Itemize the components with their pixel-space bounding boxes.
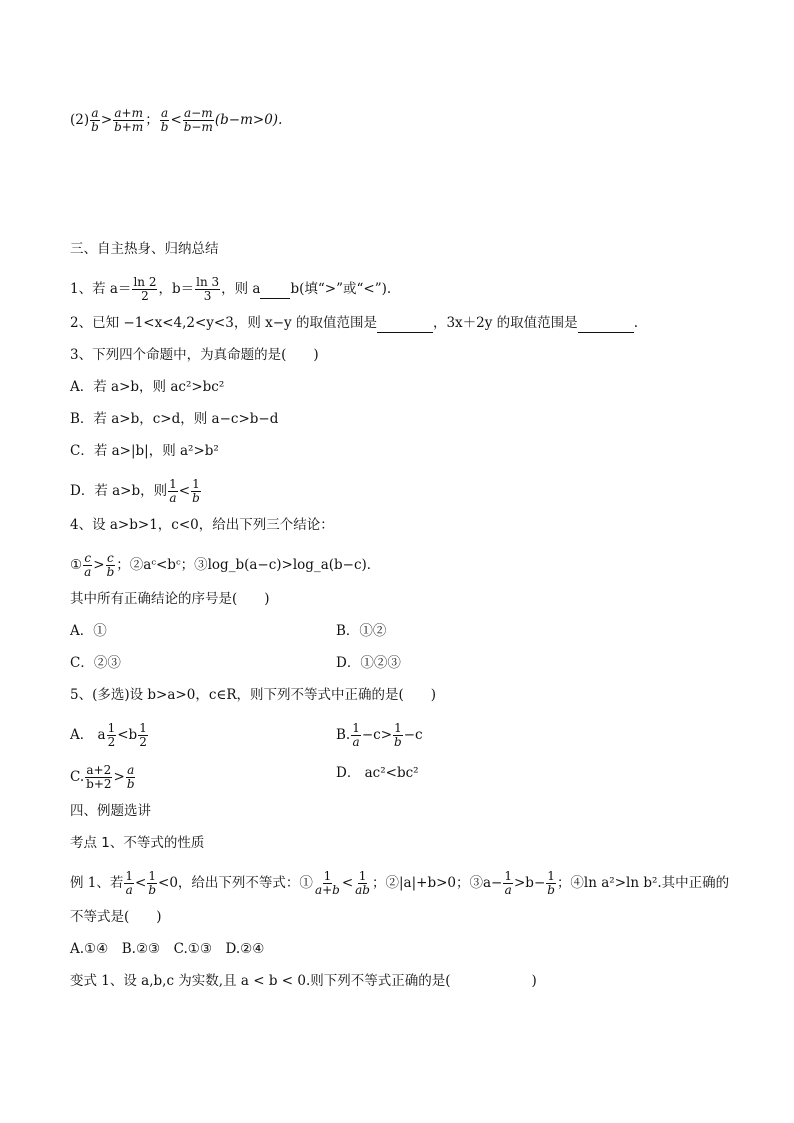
q4-option-b: B．①② <box>336 623 387 639</box>
fraction: $\frac{a+2}{b+2}$ <box>86 763 112 791</box>
fraction: $\frac{1}{a}$ <box>125 869 134 897</box>
question-5-stem: 5、(多选)设 b>a>0，c∈R，则下列不等式中正确的是( ) <box>70 687 437 703</box>
question-3-stem: 3、下列四个命题中，为真命题的是( ) <box>70 347 319 363</box>
question-4-stem: 4、设 a>b>1，c<0，给出下列三个结论： <box>70 517 334 533</box>
fraction: $\frac{a}{b}$ <box>126 763 135 791</box>
q3-option-c: C．若 a>|b|，则 a²>b² <box>70 443 219 459</box>
answer-blank[interactable] <box>260 280 290 299</box>
fraction: $\frac{\ln 3}{3}$ <box>196 275 220 303</box>
fraction: $\frac{c}{a}$ <box>84 551 92 579</box>
fraction: $\frac{1}{2}$ <box>139 721 147 749</box>
fraction: $\frac{1}{b}$ <box>547 869 555 897</box>
variant-1: 变式 1、设 a,b,c 为实数,且 a < b < 0.则下列不等式正确的是( ) <box>70 973 537 989</box>
q3-option-b: B．若 a>b，c>d，则 a−c>b−d <box>70 411 279 427</box>
fraction: $\frac{a-m}{b-m}$ <box>183 106 213 134</box>
top-inequality-line: (2) $\frac{a}{b}$ > $\frac{a+m}{b+m}$ ； $\frac{a}{b}$ < $\frac{a-m}{b-m}$ (b−m>0). <box>70 106 283 134</box>
fraction: $\frac{c}{b}$ <box>106 551 115 579</box>
fraction: $\frac{1}{b}$ <box>394 721 402 749</box>
q4-conclusions: ① $\frac{c}{a}$ > $\frac{c}{b}$ ；②aᶜ<bᶜ；③log_b(a−c)>log_a(b−c)． <box>70 551 381 579</box>
fraction: $\frac{a}{b}$ <box>91 106 99 134</box>
fraction: $\frac{a}{b}$ <box>160 106 169 134</box>
fraction: $\frac{a+m}{b+m}$ <box>114 106 144 134</box>
fraction: $\frac{1}{ab}$ <box>355 869 370 897</box>
fraction: $\frac{1}{b}$ <box>148 869 157 897</box>
section4-heading: 四、例题选讲 <box>70 803 151 819</box>
q3-option-a: A．若 a>b，则 ac²>bc² <box>70 379 225 395</box>
section3-heading: 三、自主热身、归纳总结 <box>70 241 219 257</box>
key-point-1-heading: 考点 1、不等式的性质 <box>70 835 205 851</box>
q4-ask: 其中所有正确结论的序号是( ) <box>70 591 270 607</box>
q5-option-d: D． ac²<bc² <box>336 765 419 781</box>
question-2: 2、已知 −1<x<4,2<y<3，则 x−y 的取值范围是 ，3x＋2y 的取值范围是 . <box>70 315 638 331</box>
example-1-options: A.①④ B.②③ C.①③ D.②④ <box>70 941 265 957</box>
question-1: 1、若 a＝ $\frac{\ln 2}{2}$ ，b＝ $\frac{\ln 3}{3}$ ，则 a b(填“>”或“<”). <box>70 275 392 303</box>
fraction: $\frac{1}{a}$ <box>504 869 512 897</box>
fraction: $\frac{1}{a+b}$ <box>314 869 340 897</box>
q5-option-b: B. $\frac{1}{a}$ −c> $\frac{1}{b}$ −c <box>336 721 423 749</box>
fraction: $\frac{1}{a}$ <box>352 721 360 749</box>
q4-option-a: A．① <box>70 623 107 639</box>
example-1: 例 1、若 $\frac{1}{a}$ < $\frac{1}{b}$ <0，给出下列不等式：① $\frac{1}{a+b}$ < $\frac{1}{ab}$ ；②|a|+b>0；③a− $\frac{1}{a}$ >b− $\frac{1}{b}$ ；④ln a²>ln b².其中正确的 <box>70 869 730 897</box>
answer-blank[interactable] <box>377 314 433 333</box>
item-number: (2) <box>70 112 90 128</box>
fraction: $\frac{1}{b}$ <box>192 477 200 505</box>
q3-option-d: D．若 a>b，则 $\frac{1}{a}$ < $\frac{1}{b}$ <box>70 477 200 505</box>
example-1-line2: 不等式是( ) <box>70 909 162 925</box>
q5-option-c: C. $\frac{a+2}{b+2}$ > $\frac{a}{b}$ <box>70 763 135 791</box>
q4-option-c: C．②③ <box>70 655 121 671</box>
q5-option-a: A． a $\frac{1}{2}$ <b $\frac{1}{2}$ <box>70 721 147 749</box>
fraction: $\frac{1}{a}$ <box>169 477 177 505</box>
fraction: $\frac{\ln 2}{2}$ <box>133 275 157 303</box>
fraction: $\frac{1}{2}$ <box>107 721 116 749</box>
answer-blank[interactable] <box>578 314 634 333</box>
q4-option-d: D．①②③ <box>336 655 401 671</box>
